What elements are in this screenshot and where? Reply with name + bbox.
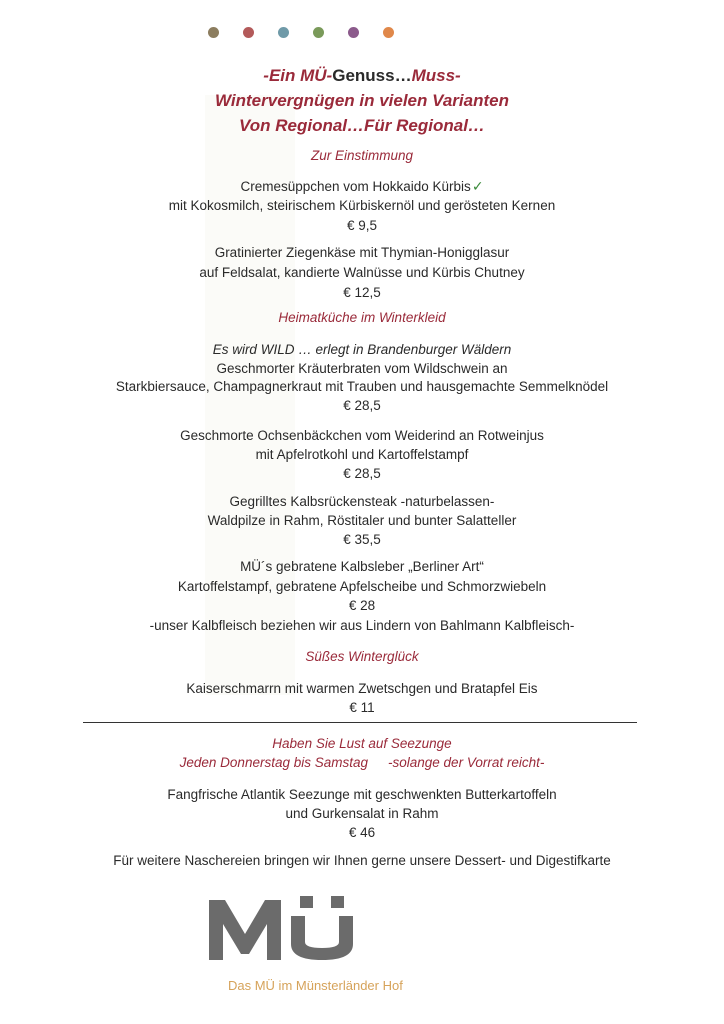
menu-item-wild-price: € 28,5 xyxy=(343,398,381,413)
menu-item-dessert-price: € 11 xyxy=(349,700,375,715)
menu-item-goat-price: € 12,5 xyxy=(343,285,381,300)
menu-item-liver-price: € 28 xyxy=(348,598,376,613)
menu-item-dessert-title: Kaiserschmarrn mit warmen Zwetschgen und Bratapfel Eis xyxy=(186,681,538,696)
header-line-1c: Muss- xyxy=(411,66,461,85)
menu-item-veal-price: € 35,5 xyxy=(343,532,381,547)
menu-item-ox-title: Geschmorte Ochsenbäckchen vom Weiderind an Rotweinjus xyxy=(180,428,544,443)
menu-item-goat-desc: auf Feldsalat, kandierte Walnüsse und Kürbis Chutney xyxy=(199,265,525,280)
mue-logo xyxy=(209,886,355,960)
menu-item-soup-desc: mit Kokosmilch, steirischem Kürbiskernöl und gerösteten Kernen xyxy=(168,198,556,213)
seezunge-note: -solange der Vorrat reicht- xyxy=(388,755,545,770)
dot-6 xyxy=(383,27,394,38)
menu-item-ox-desc: mit Apfelrotkohl und Kartoffelstampf xyxy=(255,447,469,462)
menu-item-ox-price: € 28,5 xyxy=(343,466,381,481)
menu-item-liver-note: -unser Kalbfleisch beziehen wir aus Lindern von Bahlmann Kalbfleisch- xyxy=(149,618,575,633)
section-seezunge-title: Haben Sie Lust auf Seezunge xyxy=(272,736,452,751)
menu-item-goat-title: Gratinierter Ziegenkäse mit Thymian-Honigglasur xyxy=(214,245,510,260)
dot-3 xyxy=(278,27,289,38)
header-line-1 xyxy=(0,66,724,86)
section-einstimmung: Zur Einstimmung xyxy=(310,148,414,163)
dot-1 xyxy=(208,27,219,38)
menu-item-wild-title: Geschmorter Kräuterbraten vom Wildschwein an xyxy=(216,361,508,376)
section-seezunge-availability xyxy=(0,755,724,770)
dot-5 xyxy=(348,27,359,38)
menu-item-sole-title: Fangfrische Atlantik Seezunge mit geschwenkten Butterkartoffeln xyxy=(167,787,557,802)
vegan-leaf-icon: ✓ xyxy=(471,178,484,194)
menu-item-wild-intro: Es wird WILD … erlegt in Brandenburger Wäldern xyxy=(212,342,512,357)
seezunge-days: Jeden Donnerstag bis Samstag xyxy=(179,755,369,770)
section-heimat: Heimatküche im Winterkleid xyxy=(278,310,446,325)
menu-item-wild-desc: Starkbiersauce, Champagnerkraut mit Trauben und hausgemachte Semmelknödel xyxy=(115,379,609,394)
header-line-3: Von Regional…Für Regional… xyxy=(239,116,485,135)
menu-item-liver-title: MÜ´s gebratene Kalbsleber „Berliner Art“ xyxy=(240,559,484,574)
menu-item-veal-title: Gegrilltes Kalbsrückensteak -naturbelassen- xyxy=(229,494,495,509)
dot-2 xyxy=(243,27,254,38)
divider-line xyxy=(83,722,637,723)
menu-item-liver-desc: Kartoffelstampf, gebratene Apfelscheibe und Schmorzwiebeln xyxy=(177,579,547,594)
header-line-2: Wintervergnügen in vielen Varianten xyxy=(215,91,509,110)
menu-item-veal-desc: Waldpilze in Rahm, Röstitaler und bunter Salatteller xyxy=(207,513,517,528)
dot-4 xyxy=(313,27,324,38)
header-line-1b: Genuss… xyxy=(332,66,412,85)
header-line-1a: -Ein MÜ- xyxy=(263,66,333,85)
menu-item-soup-title xyxy=(0,178,724,195)
menu-item-sole-price: € 46 xyxy=(348,825,376,840)
menu-item-sole-desc: und Gurkensalat in Rahm xyxy=(285,806,439,821)
section-suesses: Süßes Winterglück xyxy=(305,649,419,664)
logo-tagline: Das MÜ im Münsterländer Hof xyxy=(228,978,403,993)
menu-item-soup-price: € 9,5 xyxy=(346,218,378,233)
color-dots xyxy=(208,27,394,38)
closing-note: Für weitere Naschereien bringen wir Ihnen gerne unsere Dessert- und Digestifkarte xyxy=(113,853,611,868)
soup-title-text: Cremesüppchen vom Hokkaido Kürbis xyxy=(240,179,471,194)
